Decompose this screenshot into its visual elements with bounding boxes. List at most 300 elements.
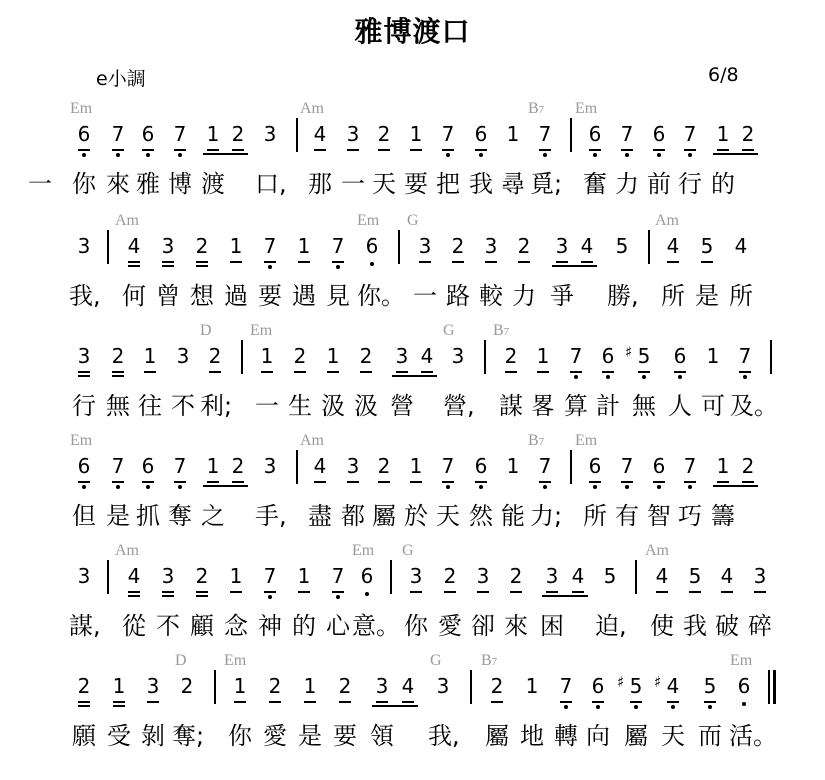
note: [372, 674, 392, 698]
barline: [570, 118, 572, 152]
low-octave-dot: [596, 705, 600, 709]
chord-extension: 7: [491, 656, 498, 668]
chord-root: D: [175, 652, 187, 669]
note-digit: 2: [443, 564, 457, 588]
note: [265, 674, 285, 698]
lyric-char: 汲: [354, 392, 378, 420]
chord-root: Em: [352, 542, 375, 559]
lyric-char: 從: [122, 612, 146, 640]
lyric-char: 力: [512, 282, 536, 310]
duration-underline: [128, 591, 140, 597]
lyric-char: 能: [501, 502, 525, 530]
final-barline-thick: [773, 670, 776, 704]
note-digit: 6: [652, 122, 666, 146]
lyric-char: 愛: [438, 612, 462, 640]
note: [109, 674, 129, 698]
lyric-char: 使: [650, 612, 674, 640]
lyric-char: 算: [564, 392, 588, 420]
note: [670, 344, 690, 368]
note: [506, 564, 526, 588]
note-digit: 1: [297, 564, 311, 588]
low-octave-dot: [574, 375, 578, 379]
low-octave-dot: [370, 262, 374, 266]
note-digit: 7: [111, 454, 125, 478]
note-digit: 2: [231, 454, 245, 478]
note: [663, 234, 683, 258]
chord-symbol: [645, 542, 669, 560]
note-digit: 1: [143, 344, 157, 368]
duration-underline: [128, 261, 140, 267]
lyric-char: 遇: [292, 282, 316, 310]
barline: [484, 340, 486, 374]
low-octave-dot: [543, 153, 547, 157]
note-digit: 2: [195, 234, 209, 258]
note-digit: 3: [753, 564, 767, 588]
note: [406, 564, 426, 588]
chord-symbol: [175, 652, 187, 670]
note-digit: 2: [517, 234, 531, 258]
low-octave-dot: [336, 265, 340, 269]
beam-line: [203, 485, 248, 487]
duration-underline: [269, 701, 281, 707]
note-digit: 7: [441, 122, 455, 146]
note-digit: 1: [206, 122, 220, 146]
chord-symbol: [730, 652, 752, 670]
lyric-char: 見: [326, 282, 350, 310]
lyric-char: 心: [326, 612, 350, 640]
low-octave-dot: [625, 153, 629, 157]
low-octave-dot: [678, 375, 682, 379]
note: [487, 674, 507, 698]
note: [438, 122, 458, 146]
note-digit: 3: [161, 234, 175, 258]
note-digit: 7: [538, 122, 552, 146]
note: [170, 454, 190, 478]
note-digit: 4: [313, 122, 327, 146]
note-digit: 7: [620, 122, 634, 146]
duration-underline: [339, 701, 351, 707]
note: [433, 674, 453, 698]
note: [448, 344, 468, 368]
music-system: [0, 652, 825, 762]
lyric-char: 領: [370, 722, 394, 750]
note-digit: 7: [263, 564, 277, 588]
lyric-char: 天: [372, 170, 396, 198]
note-digit: 4: [666, 674, 680, 698]
beam-line: [552, 265, 597, 267]
note: [471, 122, 491, 146]
note: [649, 454, 669, 478]
lyric-char: 顧: [190, 612, 214, 640]
duration-underline: [234, 701, 246, 707]
lyric-char: 我: [683, 612, 707, 640]
note-digit: 3: [451, 344, 465, 368]
note: [205, 344, 225, 368]
lyric-char: 地: [520, 722, 544, 750]
note: [294, 234, 314, 258]
duration-underline: [112, 371, 124, 377]
beam-line: [392, 375, 437, 377]
lyric-char: 你: [228, 722, 252, 750]
lyric-char: 的: [292, 612, 316, 640]
note: [448, 234, 468, 258]
note-digit: 6: [474, 122, 488, 146]
duration-underline: [360, 371, 372, 377]
low-octave-dot: [642, 375, 646, 379]
lyric-char: 及。: [730, 392, 778, 420]
lyric-char: 謀: [499, 392, 523, 420]
lyric-char: 愛: [263, 722, 287, 750]
duration-underline: [298, 261, 310, 267]
lyric-char: 無: [632, 392, 656, 420]
chord-symbol: [115, 542, 139, 560]
note-digit: 3: [263, 122, 277, 146]
lyric-char: 困: [540, 612, 564, 640]
note: [290, 344, 310, 368]
note: [173, 344, 193, 368]
chord-extension: 7: [538, 436, 545, 448]
note-digit: 7: [263, 234, 277, 258]
note-digit: 6: [673, 344, 687, 368]
low-octave-dot: [268, 265, 272, 269]
note: [228, 454, 248, 478]
chord-root: D: [200, 322, 212, 339]
note: [600, 564, 620, 588]
note: [108, 454, 128, 478]
lyric-char: 卻: [471, 612, 495, 640]
duration-underline: [378, 149, 390, 155]
barline: [770, 340, 772, 374]
lyric-char: 之: [201, 502, 225, 530]
lyric-char: 屬: [485, 722, 509, 750]
low-octave-dot: [657, 153, 661, 157]
lyric-char: 雅: [136, 170, 160, 198]
barline: [107, 230, 109, 264]
note: [356, 344, 376, 368]
note-digit: 4: [127, 234, 141, 258]
chord-root: Am: [300, 432, 324, 449]
note: [713, 454, 733, 478]
duration-underline: [162, 261, 174, 267]
note-digit: 2: [208, 344, 222, 368]
lyric-char: 力: [615, 170, 639, 198]
note: [203, 454, 223, 478]
lyric-char: 然: [469, 502, 493, 530]
chord-symbol: [250, 322, 272, 340]
duration-underline: [78, 371, 90, 377]
note: [503, 122, 523, 146]
duration-underline: [209, 371, 221, 377]
note: [226, 564, 246, 588]
note-digit: 2: [338, 674, 352, 698]
duration-underline: [261, 371, 273, 377]
note-digit: 4: [720, 564, 734, 588]
note-digit: 1: [112, 674, 126, 698]
note-digit: 3: [346, 454, 360, 478]
note-digit: 7: [173, 122, 187, 146]
note: [417, 344, 437, 368]
low-octave-dot: [116, 485, 120, 489]
note-digit: 6: [588, 122, 602, 146]
chord-symbol: [357, 212, 379, 230]
lyric-char: 我,: [428, 722, 460, 750]
note: [124, 564, 144, 588]
note-digit: 2: [231, 122, 245, 146]
note-digit: 1: [297, 234, 311, 258]
lyric-char: 來: [504, 612, 528, 640]
lyric-char: 的: [711, 170, 735, 198]
lyric-char: 剝: [141, 722, 165, 750]
duration-underline: [162, 591, 174, 597]
lyric-char: 要: [404, 170, 428, 198]
note: [177, 674, 197, 698]
note-digit: 5: [700, 234, 714, 258]
note-digit: 2: [490, 674, 504, 698]
lyric-char: 來: [106, 170, 130, 198]
note-digit: 7: [683, 122, 697, 146]
note-digit: 4: [655, 564, 669, 588]
lyric-char: 有: [615, 502, 639, 530]
barline: [635, 560, 637, 594]
lyric-char: 所: [583, 502, 607, 530]
note: [398, 674, 418, 698]
note-digit: 1: [536, 344, 550, 368]
lyric-char: 往: [138, 392, 162, 420]
duration-underline: [491, 701, 503, 707]
note-digit: 2: [195, 564, 209, 588]
note-digit: 2: [504, 344, 518, 368]
lyric-char: 迫,: [595, 612, 627, 640]
lyric-char: 你: [72, 170, 96, 198]
note-digit: 3: [77, 564, 91, 588]
note: [735, 344, 755, 368]
note-digit: 7: [738, 344, 752, 368]
note-digit: 3: [476, 564, 490, 588]
low-octave-dot: [634, 705, 638, 709]
beam-line: [713, 485, 758, 487]
chord-symbol: [115, 212, 139, 230]
chord-symbol: [300, 100, 324, 118]
lyric-char: 行: [678, 170, 702, 198]
note-digit: 2: [268, 674, 282, 698]
lyric-char: 你。: [357, 282, 405, 310]
note-digit: 6: [601, 344, 615, 368]
duration-underline: [144, 371, 156, 377]
verse-number: 一: [28, 170, 52, 198]
note: [74, 234, 94, 258]
low-octave-dot: [671, 705, 675, 709]
chord-root: B: [528, 100, 539, 117]
note-digit: 1: [525, 674, 539, 698]
note-digit: 3: [77, 344, 91, 368]
low-octave-dot: [446, 485, 450, 489]
note: [750, 564, 770, 588]
song-title: 雅博渡口: [354, 15, 471, 48]
note-digit: 5: [603, 564, 617, 588]
chord-symbol: [70, 432, 92, 450]
duration-underline: [147, 701, 159, 707]
note: [343, 454, 363, 478]
low-octave-dot: [688, 153, 692, 157]
note-digit: 3: [346, 122, 360, 146]
music-system: [0, 100, 825, 210]
note-digit: 7: [683, 454, 697, 478]
note: [542, 564, 562, 588]
lyric-char: 人: [668, 392, 692, 420]
duration-underline: [452, 261, 464, 267]
note-digit: 2: [741, 454, 755, 478]
note: [192, 564, 212, 588]
lyric-char: 覓;: [530, 170, 563, 198]
chord-root: Am: [115, 212, 139, 229]
note: [300, 674, 320, 698]
lyric-char: 天: [661, 722, 685, 750]
lyric-char: 轉: [554, 722, 578, 750]
note: [124, 234, 144, 258]
note: [680, 122, 700, 146]
note: [438, 454, 458, 478]
lyric-char: 計: [596, 392, 620, 420]
duration-underline: [298, 591, 310, 597]
lyric-char: 較: [479, 282, 503, 310]
low-octave-dot: [657, 485, 661, 489]
note: [552, 234, 572, 258]
duration-underline: [477, 591, 489, 597]
low-octave-dot: [146, 485, 150, 489]
duration-underline: [347, 481, 359, 487]
duration-underline: [505, 371, 517, 377]
lyric-char: 那: [308, 170, 332, 198]
chord-symbol: [224, 652, 246, 670]
note-digit: 1: [409, 122, 423, 146]
lyric-char: 受: [107, 722, 131, 750]
note: [328, 564, 348, 588]
lyric-char: 奪: [168, 502, 192, 530]
note-digit: 3: [418, 234, 432, 258]
note-digit: 7: [111, 122, 125, 146]
chord-root: Em: [250, 322, 273, 339]
lyric-char: 盡: [308, 502, 332, 530]
lyric-char: 願: [72, 722, 96, 750]
note-digit: 4: [571, 564, 585, 588]
note: [566, 344, 586, 368]
duration-underline: [518, 261, 530, 267]
lyric-char: 碎: [748, 612, 772, 640]
note: [697, 234, 717, 258]
lyric-char: 念: [224, 612, 248, 640]
note-digit: 2: [741, 122, 755, 146]
low-octave-dot: [82, 485, 86, 489]
note: [335, 674, 355, 698]
note: [568, 564, 588, 588]
note-digit: 4: [666, 234, 680, 258]
lyric-char: 奮: [583, 170, 607, 198]
lyric-char: 不: [156, 612, 180, 640]
note-digit: 2: [451, 234, 465, 258]
note-digit: 1: [506, 122, 520, 146]
note: [260, 234, 280, 258]
barline: [241, 340, 243, 374]
lyric-char: 是: [106, 502, 130, 530]
low-octave-dot: [268, 595, 272, 599]
lyric-char: 可: [701, 392, 725, 420]
note-digit: 2: [77, 674, 91, 698]
note-digit: 5: [688, 564, 702, 588]
note: [170, 122, 190, 146]
low-octave-dot: [446, 153, 450, 157]
note-digit: 6: [737, 674, 751, 698]
barline: [214, 670, 216, 704]
note: [158, 234, 178, 258]
duration-underline: [230, 591, 242, 597]
note-digit: 1: [233, 674, 247, 698]
time-signature: 6/8: [708, 64, 739, 86]
note: [406, 454, 426, 478]
beam-line: [372, 705, 418, 707]
duration-underline: [196, 591, 208, 597]
note-digit: 6: [474, 454, 488, 478]
note: [617, 454, 637, 478]
note-digit: 5: [615, 234, 629, 258]
note: [74, 454, 94, 478]
chord-extension: 7: [503, 326, 510, 338]
beam-line: [713, 153, 758, 155]
note-digit: 6: [141, 454, 155, 478]
note-digit: 1: [326, 344, 340, 368]
note-digit: 7: [620, 454, 634, 478]
chord-symbol: [528, 432, 544, 450]
note-digit: 4: [401, 674, 415, 698]
duration-underline: [230, 261, 242, 267]
chord-root: Am: [300, 100, 324, 117]
note-digit: 1: [303, 674, 317, 698]
lyric-char: 前: [647, 170, 671, 198]
lyric-char: 巧: [678, 502, 702, 530]
chord-root: Em: [70, 100, 93, 117]
note-digit: 2: [509, 564, 523, 588]
note-digit: 1: [206, 454, 220, 478]
low-octave-dot: [708, 705, 712, 709]
chord-root: Em: [357, 212, 380, 229]
note: [598, 344, 618, 368]
note-digit: 3: [409, 564, 423, 588]
note-digit: 6: [652, 454, 666, 478]
barline: [107, 560, 109, 594]
lyric-char: 渡: [201, 170, 225, 198]
note-digit: 7: [441, 454, 455, 478]
lyric-char: 神: [258, 612, 282, 640]
note: [612, 234, 632, 258]
note: [406, 122, 426, 146]
note-digit: 6: [141, 122, 155, 146]
note: [738, 122, 758, 146]
note-digit: 3: [263, 454, 277, 478]
duration-underline: [113, 701, 125, 707]
low-octave-dot: [688, 485, 692, 489]
music-system: [0, 212, 825, 322]
chord-symbol: [443, 322, 455, 340]
note: [585, 454, 605, 478]
note: [260, 454, 280, 478]
lyric-char: 不: [171, 392, 195, 420]
note: [700, 674, 720, 698]
duration-underline: [754, 591, 766, 597]
lyric-char: 把: [436, 170, 460, 198]
note-digit: 2: [377, 454, 391, 478]
barline: [648, 230, 650, 264]
chord-symbol: [300, 432, 324, 450]
note-digit: 7: [559, 674, 573, 698]
